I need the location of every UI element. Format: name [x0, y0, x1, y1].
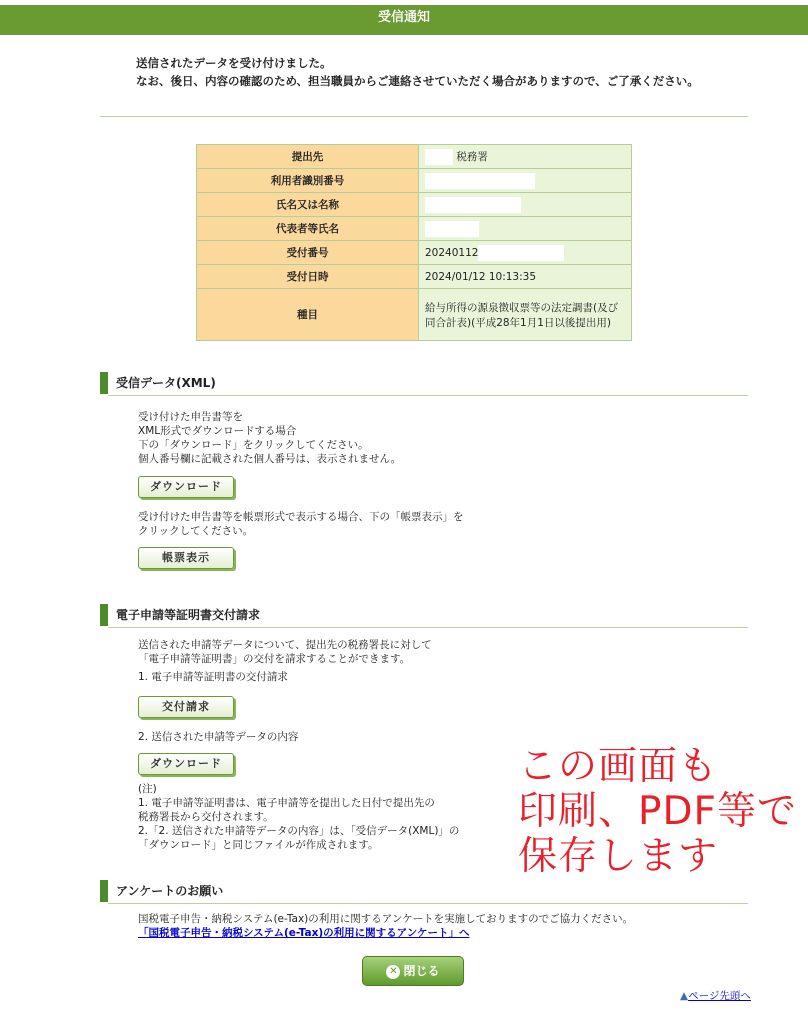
overlay-line: 保存します [518, 834, 719, 879]
note-heading: (注) [138, 783, 157, 795]
page-top-link-container [680, 988, 751, 1003]
survey-link[interactable]: 「国税電子申告・納税システム(e-Tax)の利用に関するアンケート」へ [138, 927, 470, 939]
overlay-line: この画面も [518, 744, 719, 789]
xml-desc-line: 下の「ダウンロード」をクリックしてください。 [138, 439, 369, 451]
label-receipt-datetime: 受付日時 [197, 265, 419, 289]
section-underline [108, 903, 748, 904]
xml-desc-line: XML形式でダウンロードする場合 [138, 425, 297, 437]
label-representative: 代表者等氏名 [197, 217, 419, 241]
page-top-link[interactable]: ページ先頭へ [688, 990, 751, 1002]
masked-region [425, 149, 453, 165]
xml-desc-line: 受け付けた申告書等を [138, 411, 243, 423]
receipt-number-text: 20240112 [425, 246, 479, 259]
divider [100, 116, 748, 117]
cert-item-2: 2. 送信された申請等データの内容 [138, 731, 299, 743]
certificate-request-button[interactable]: 交付請求 [138, 696, 234, 718]
table-row [197, 145, 632, 169]
value-destination [419, 145, 632, 169]
page-header: 受信通知 [0, 5, 808, 35]
form-display-button[interactable]: 帳票表示 [138, 547, 234, 569]
masked-region [425, 197, 521, 213]
section-title-certificate: 電子申請等証明書交付請求 [100, 604, 748, 626]
section-title-survey: アンケートのお願い [100, 880, 748, 902]
label-category: 種目 [197, 289, 419, 341]
section-underline [108, 395, 748, 396]
table-row [197, 265, 632, 289]
section-underline [108, 627, 748, 628]
value-name [419, 193, 632, 217]
form-desc-line: クリックしてください。 [138, 525, 254, 537]
section-title-xml: 受信データ(XML) [100, 372, 748, 394]
intro-line-1: 送信されたデータを受け付けました。 [136, 56, 332, 70]
destination-text: 税務署 [456, 150, 488, 163]
xml-download-button[interactable]: ダウンロード [138, 476, 234, 498]
xml-description [138, 410, 401, 466]
value-category: 給与所得の源泉徴収票等の法定調書(及び同合計表)(平成28年1月1日以後提出用) [419, 289, 632, 341]
close-button[interactable] [362, 956, 464, 986]
certificate-notes [138, 782, 459, 852]
receipt-info-table [196, 144, 632, 341]
table-row [197, 217, 632, 241]
cert-item-1: 1. 電子申請等証明書の交付請求 [138, 671, 288, 683]
survey-desc-line: 国税電子申告・納税システム(e-Tax)の利用に関するアンケートを実施しておりますのでご協力ください。 [138, 913, 634, 925]
table-row [197, 169, 632, 193]
overlay-annotation [518, 744, 797, 879]
form-description [138, 510, 464, 538]
submitted-data-download-button[interactable]: ダウンロード [138, 753, 234, 775]
value-receipt-datetime: 2024/01/12 10:13:35 [419, 265, 632, 289]
masked-region [478, 245, 564, 261]
close-icon: ✕ [386, 965, 400, 979]
survey-description [138, 912, 633, 940]
certificate-description [138, 638, 432, 684]
note-line: 税務署長から交付されます。 [138, 811, 274, 823]
form-desc-line: 受け付けた申告書等を帳票形式で表示する場合、下の「帳票表示」を [138, 511, 464, 523]
up-arrow-icon: ▲ [680, 990, 689, 1002]
label-destination: 提出先 [197, 145, 419, 169]
label-receipt-number: 受付番号 [197, 241, 419, 265]
masked-region [425, 221, 479, 237]
value-user-id [419, 169, 632, 193]
note-line: 1. 電子申請等証明書は、電子申請等を提出した日付で提出先の [138, 797, 435, 809]
table-row [197, 241, 632, 265]
intro-line-2: なお、後日、内容の確認のため、担当職員からご連絡させていただく場合がありますので、ご了承ください。 [136, 74, 699, 88]
xml-desc-line: 個人番号欄に記載された個人番号は、表示されません。 [138, 453, 402, 465]
cert-desc-line: 「電子申請等証明書」の交付を請求することができます。 [138, 653, 411, 665]
close-button-label: 閉じる [403, 964, 440, 978]
label-name: 氏名又は名称 [197, 193, 419, 217]
label-user-id: 利用者識別番号 [197, 169, 419, 193]
table-row [197, 289, 632, 341]
value-receipt-number [419, 241, 632, 265]
intro-message [136, 54, 699, 90]
table-row [197, 193, 632, 217]
note-line: 「ダウンロード」と同じファイルが作成されます。 [138, 839, 379, 851]
masked-region [425, 173, 535, 189]
note-line: 2.「2. 送信された申請等データの内容」は、「受信データ(XML)」の [138, 825, 460, 837]
value-representative [419, 217, 632, 241]
cert-desc-line: 送信された申請等データについて、提出先の税務署長に対して [138, 639, 432, 651]
overlay-line: 印刷、PDF等で [518, 789, 797, 834]
